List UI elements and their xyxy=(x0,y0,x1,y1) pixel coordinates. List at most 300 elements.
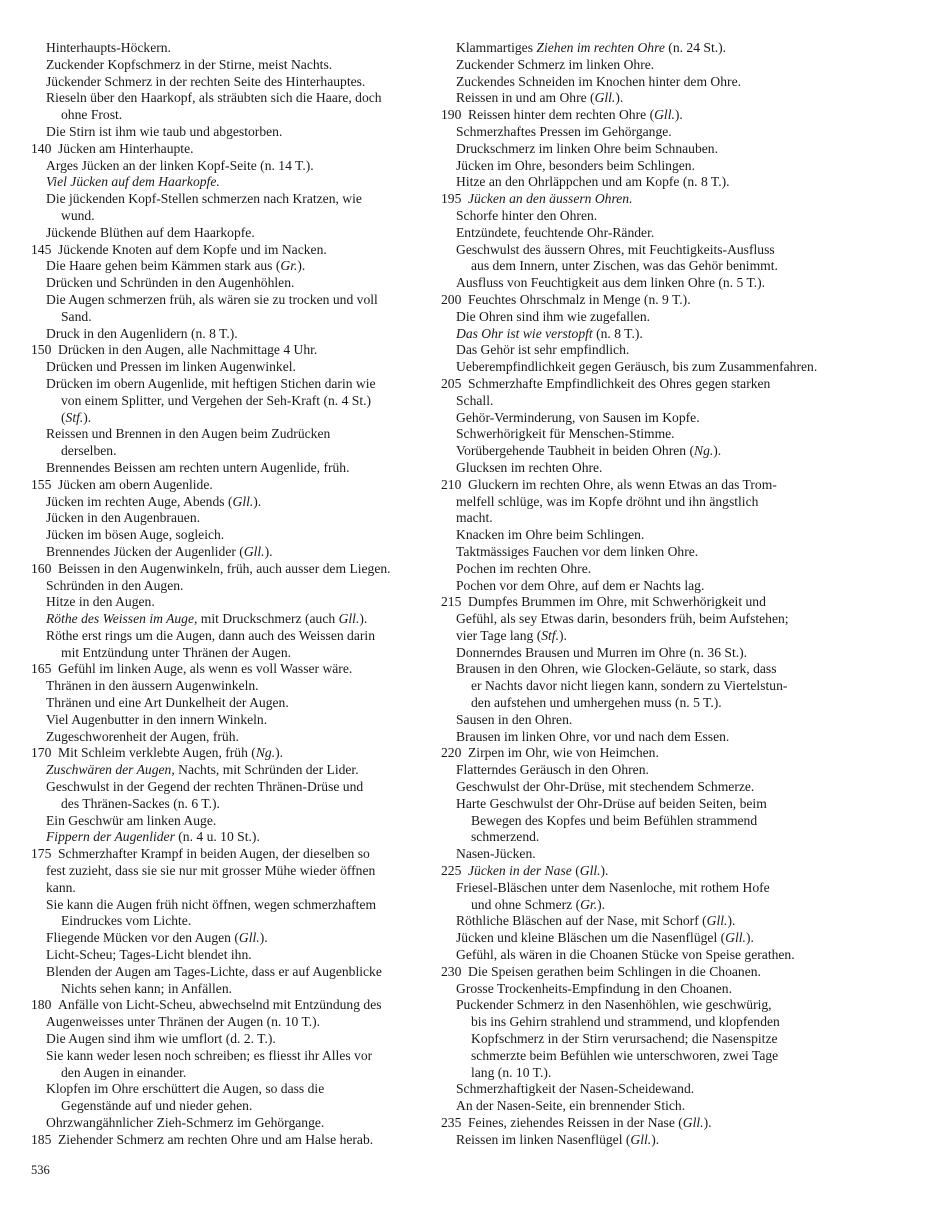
entry-line xyxy=(46,1031,418,1048)
text-run: Ohrzwangähnlicher Zieh-Schmerz im Gehörgange. xyxy=(46,1115,325,1130)
entry-line xyxy=(456,460,827,477)
entry-line xyxy=(456,57,827,74)
entry-line xyxy=(456,158,827,175)
text-run: Röthe erst rings um die Augen, dann auch des Weissen darin xyxy=(46,627,375,643)
symptom-entry xyxy=(31,1115,418,1132)
text-run: , Nachts, mit Schründen der Lider. xyxy=(171,762,359,778)
text-run: Flatterndes Geräusch in den Ohren. xyxy=(456,762,649,778)
entry-line xyxy=(441,628,827,645)
text-run: Das Gehör ist sehr empfindlich. xyxy=(456,342,630,358)
entry-line xyxy=(456,40,827,57)
text-run: ). xyxy=(674,107,683,123)
italic-text: Gll. xyxy=(682,1115,704,1130)
text-run: Vorübergehende Taubheit in beiden Ohren ( xyxy=(456,443,695,459)
symptom-entry xyxy=(31,494,418,511)
text-run: Rieseln über den Haarkopf, als sträubten sich die Haare, doch xyxy=(46,90,382,106)
entry-line xyxy=(46,1098,418,1115)
entry-line xyxy=(46,913,418,930)
text-run: schmerzend. xyxy=(471,829,540,845)
entry-line xyxy=(456,762,827,779)
symptom-entry xyxy=(441,191,827,208)
symptom-entry xyxy=(441,292,827,309)
italic-text: Gll. xyxy=(630,1131,652,1147)
entry-line xyxy=(31,1014,418,1031)
text-run: Zuckender Schmerz im linken Ohre. xyxy=(456,56,655,72)
entry-line xyxy=(46,225,418,242)
text-run: Drücken und Pressen im linken Augenwinkel. xyxy=(46,359,296,375)
symptom-entry xyxy=(31,158,418,175)
text-run: Hitze in den Augen. xyxy=(46,594,155,610)
entry-line xyxy=(456,1098,827,1115)
symptom-entry xyxy=(31,897,418,931)
entry-line xyxy=(456,544,827,561)
symptom-entry xyxy=(441,947,827,964)
symptom-entry xyxy=(31,745,418,762)
entry-line xyxy=(456,661,827,678)
entry-line xyxy=(46,829,418,846)
symptom-entry xyxy=(31,779,418,813)
entry-line xyxy=(46,779,418,796)
entry-line xyxy=(441,611,827,628)
entry-line xyxy=(46,359,418,376)
entry-line xyxy=(46,1048,418,1065)
entry-line xyxy=(31,880,418,897)
entry-line xyxy=(46,107,418,124)
symptom-entry xyxy=(441,846,827,863)
text-run: ). xyxy=(359,611,368,627)
italic-text: Zuschwären der Augen xyxy=(46,762,172,778)
symptom-entry xyxy=(31,326,418,343)
entry-line xyxy=(46,208,418,225)
entry-line xyxy=(456,897,827,914)
symptom-entry xyxy=(441,477,827,527)
text-run: Schmerzhafte Empfindlichkeit des Ohres gegen starken xyxy=(468,375,771,391)
text-run: Die Augen schmerzen früh, als wären sie zu trocken und voll xyxy=(46,291,378,307)
entry-line xyxy=(441,964,827,981)
text-run: Ziehender Schmerz am rechten Ohre und am Halse herab. xyxy=(58,1131,374,1147)
text-run: Thränen in den äussern Augenwinkeln. xyxy=(46,678,259,694)
text-run: Ausfluss von Feuchtigkeit aus dem linken Ohre (n. 5 T.). xyxy=(456,275,766,291)
entry-line xyxy=(46,981,418,998)
entry-line xyxy=(31,997,418,1014)
text-run: Schall. xyxy=(456,392,494,408)
entry-number: 145 xyxy=(31,241,52,257)
entry-line xyxy=(46,1115,418,1132)
left-column xyxy=(31,40,418,1149)
page-number: 536 xyxy=(31,1163,50,1177)
text-run: Donnerndes Brausen und Murren im Ohre (n. 36 St.). xyxy=(456,644,748,660)
symptom-entry xyxy=(31,964,418,998)
text-run: wund. xyxy=(61,207,95,223)
entry-line xyxy=(456,141,827,158)
entry-line xyxy=(46,611,418,628)
text-run: ). xyxy=(727,913,736,929)
text-run: Jückende Blüthen auf dem Haarkopfe. xyxy=(46,224,255,240)
italic-text: Gr. xyxy=(580,896,598,912)
symptom-entry xyxy=(31,141,418,158)
text-run: ( xyxy=(61,409,66,425)
symptom-entry xyxy=(441,745,827,762)
text-run: Geschwulst der Ohr-Drüse, mit stechendem Schmerze. xyxy=(456,779,755,795)
text-run: Jücken und kleine Bläschen um die Nasenflügel ( xyxy=(456,930,726,946)
entry-line xyxy=(456,1031,827,1048)
text-run: Jücken im rechten Auge, Abends ( xyxy=(46,493,233,509)
text-run: Jücken in den Augenbrauen. xyxy=(46,510,201,526)
text-run: Gegenstände auf und nieder gehen. xyxy=(61,1098,253,1114)
symptom-entry xyxy=(31,477,418,494)
entry-line xyxy=(456,729,827,746)
symptom-entry xyxy=(31,275,418,292)
text-run: ). xyxy=(745,930,754,946)
text-run: Druck in den Augenlidern (n. 8 T.). xyxy=(46,325,238,341)
symptom-entry xyxy=(441,1098,827,1115)
entry-line xyxy=(46,258,418,275)
entry-line xyxy=(46,695,418,712)
text-run: Gehör-Verminderung, von Sausen im Kopfe. xyxy=(456,409,700,425)
text-run: Druckschmerz im linken Ohre beim Schnauben. xyxy=(456,140,718,156)
entry-line xyxy=(46,309,418,326)
text-run: Anfälle von Licht-Scheu, abwechselnd mit Entzündung des xyxy=(58,997,382,1013)
entry-line xyxy=(46,964,418,981)
text-run: Reissen und Brennen in den Augen beim Zudrücken xyxy=(46,426,331,442)
italic-text: Gll. xyxy=(232,493,254,509)
entry-line xyxy=(31,1132,418,1149)
text-run: Jücken am Hinterhaupte. xyxy=(58,140,194,156)
text-run: vier Tage lang ( xyxy=(456,627,542,643)
entry-line xyxy=(456,342,827,359)
text-run: Zuckender Kopfschmerz in der Stirne, meist Nachts. xyxy=(46,56,333,72)
italic-text: Jücken in der Nase xyxy=(468,863,572,879)
entry-line xyxy=(456,779,827,796)
text-run: ). xyxy=(703,1115,712,1130)
text-run: Feines, ziehendes Reissen in der Nase ( xyxy=(468,1115,683,1130)
text-run: ). xyxy=(600,863,609,879)
text-run: Dumpfes Brummen im Ohre, mit Schwerhörigkeit und xyxy=(468,594,766,610)
text-run: Mit Schleim verklebte Augen, früh ( xyxy=(58,745,256,761)
symptom-entry xyxy=(441,729,827,746)
entry-line xyxy=(456,1132,827,1149)
text-run: ). xyxy=(615,90,624,106)
text-run: Klammartiges xyxy=(456,40,537,55)
text-run: Puckender Schmerz in den Nasenhöhlen, wie geschwürig, xyxy=(456,997,772,1013)
italic-text: Viel Jücken auf dem Haarkopfe. xyxy=(46,174,220,190)
text-run: Viel Augenbutter in den innern Winkeln. xyxy=(46,711,268,727)
symptom-entry xyxy=(441,561,827,578)
entry-line xyxy=(46,494,418,511)
text-run: ( xyxy=(571,863,580,879)
italic-text: Gll. xyxy=(706,913,728,929)
italic-text: Stf. xyxy=(541,627,559,643)
text-run: Eindruckes vom Lichte. xyxy=(61,913,192,929)
entry-line xyxy=(31,141,418,158)
symptom-entry xyxy=(441,645,827,662)
entry-line xyxy=(46,796,418,813)
text-run: Reissen in und am Ohre ( xyxy=(456,90,595,106)
entry-line xyxy=(46,712,418,729)
symptom-entry xyxy=(31,527,418,544)
text-run: Schwerhörigkeit für Menschen-Stimme. xyxy=(456,426,675,442)
text-run: aus dem Innern, unter Zischen, was das Gehör benimmt. xyxy=(471,258,778,274)
symptom-entry xyxy=(31,813,418,830)
text-run: Die Augen sind ihm wie umflort (d. 2. T.). xyxy=(46,1031,276,1047)
symptom-entry xyxy=(31,57,418,74)
symptom-entry xyxy=(31,124,418,141)
italic-text: Gll. xyxy=(579,863,601,879)
text-run: Grosse Trockenheits-Empfindung in den Choanen. xyxy=(456,980,732,996)
symptom-entry xyxy=(31,74,418,91)
text-run: den aufstehen und umhergehen muss (n. 5 T.). xyxy=(471,695,722,711)
entry-line xyxy=(46,443,418,460)
text-run: Nasen-Jücken. xyxy=(456,846,536,862)
entry-line xyxy=(456,443,827,460)
italic-text: Jücken an den äussern Ohren. xyxy=(468,191,633,207)
symptom-entry xyxy=(31,1081,418,1115)
symptom-entry xyxy=(441,141,827,158)
symptom-entry xyxy=(441,208,827,225)
symptom-entry xyxy=(31,460,418,477)
entry-line xyxy=(441,191,827,208)
entry-line xyxy=(456,275,827,292)
text-run: Harte Geschwulst der Ohr-Drüse auf beiden Seiten, beim xyxy=(456,795,767,811)
symptom-entry xyxy=(31,930,418,947)
entry-line xyxy=(46,410,418,427)
symptom-entry xyxy=(31,242,418,259)
symptom-entry xyxy=(31,947,418,964)
symptom-entry xyxy=(31,661,418,678)
text-run: Reissen hinter dem rechten Ohre ( xyxy=(468,107,655,123)
entry-number: 160 xyxy=(31,560,52,576)
symptom-entry xyxy=(31,1132,418,1149)
entry-line xyxy=(456,410,827,427)
symptom-entry xyxy=(441,174,827,191)
symptom-entry xyxy=(441,275,827,292)
text-run: (n. 8 T.). xyxy=(592,325,643,341)
entry-line xyxy=(441,376,827,393)
entry-line xyxy=(456,930,827,947)
text-run: Taktmässiges Fauchen vor dem linken Ohre. xyxy=(456,543,699,559)
symptom-entry xyxy=(31,628,418,662)
entry-line xyxy=(46,460,418,477)
text-run: Gefühl, als sey Etwas darin, besonders früh, beim Aufstehen; xyxy=(456,611,789,627)
entry-number: 180 xyxy=(31,997,52,1013)
text-run: (n. 4 u. 10 St.). xyxy=(174,829,260,845)
entry-line xyxy=(456,796,827,813)
symptom-entry xyxy=(441,460,827,477)
text-run: Friesel-Bläschen unter dem Nasenloche, mit rothem Hofe xyxy=(456,879,770,895)
entry-line xyxy=(456,225,827,242)
entry-line xyxy=(456,645,827,662)
entry-line xyxy=(441,393,827,410)
symptom-entry xyxy=(31,510,418,527)
entry-line xyxy=(456,561,827,578)
entry-line xyxy=(46,544,418,561)
text-run: bis ins Gehirn strahlend und strammend, und klopfenden xyxy=(471,1014,780,1030)
entry-line xyxy=(46,594,418,611)
italic-text: Gr. xyxy=(280,258,298,274)
symptom-entry xyxy=(441,1115,827,1132)
text-run: Sie kann weder lesen noch schreiben; es fliesst ihr Alles vor xyxy=(46,1047,373,1063)
entry-line xyxy=(456,913,827,930)
entry-number: 185 xyxy=(31,1131,52,1147)
text-run: Licht-Scheu; Tages-Licht blendet ihn. xyxy=(46,947,252,963)
entry-line xyxy=(46,158,418,175)
italic-text: Gll. xyxy=(338,611,360,627)
symptom-entry xyxy=(31,544,418,561)
symptom-entry xyxy=(441,981,827,998)
symptom-entry xyxy=(31,695,418,712)
entry-number: 155 xyxy=(31,476,52,492)
entry-line xyxy=(46,729,418,746)
text-run: Jückender Schmerz in der rechten Seite des Hinterhauptes. xyxy=(46,73,366,89)
text-run: Die jückenden Kopf-Stellen schmerzen nach Kratzen, wie xyxy=(46,191,362,207)
entry-line xyxy=(46,1065,418,1082)
symptom-entry xyxy=(31,611,418,628)
entry-line xyxy=(46,292,418,309)
text-run: Nichts sehen kann; in Anfällen. xyxy=(61,980,233,996)
entry-line xyxy=(31,342,418,359)
text-run: ). xyxy=(558,627,567,643)
text-run: Gefühl, als wären in die Choanen Stücke von Speise gerathen. xyxy=(456,947,795,963)
symptom-entry xyxy=(441,242,827,276)
text-run: den Augen in einander. xyxy=(61,1064,187,1080)
entry-line xyxy=(46,897,418,914)
entry-line xyxy=(46,275,418,292)
text-run: Entzündete, feuchtende Ohr-Ränder. xyxy=(456,224,655,240)
italic-text: Gll. xyxy=(243,543,265,559)
italic-text: Ziehen im rechten Ohre xyxy=(536,40,665,55)
symptom-entry xyxy=(31,426,418,460)
text-run: Röthliche Bläschen auf der Nase, mit Schorf ( xyxy=(456,913,707,929)
entry-line xyxy=(456,947,827,964)
entry-line xyxy=(46,527,418,544)
text-run: des Thränen-Sackes (n. 6 T.). xyxy=(61,795,220,811)
text-run: Blenden der Augen am Tages-Lichte, dass er auf Augenblicke xyxy=(46,963,382,979)
symptom-entry xyxy=(31,174,418,191)
text-run: Hinterhaupts-Höckern. xyxy=(46,40,171,55)
italic-text: Ng. xyxy=(255,745,276,761)
entry-line xyxy=(31,477,418,494)
entry-line xyxy=(456,678,827,695)
entry-number: 235 xyxy=(441,1115,462,1130)
symptom-entry xyxy=(441,762,827,779)
text-run: ). xyxy=(264,543,273,559)
symptom-entry xyxy=(31,359,418,376)
text-run: ). xyxy=(297,258,306,274)
text-run: lang (n. 10 T.). xyxy=(471,1064,552,1080)
entry-line xyxy=(456,813,827,830)
symptom-entry xyxy=(441,74,827,91)
symptom-entry xyxy=(441,964,827,981)
symptom-entry xyxy=(441,997,827,1081)
entry-number: 215 xyxy=(441,594,462,610)
symptom-entry xyxy=(31,258,418,275)
entry-line xyxy=(456,124,827,141)
entry-line xyxy=(46,578,418,595)
symptom-entry xyxy=(31,225,418,242)
symptom-entry xyxy=(31,561,418,578)
symptom-entry xyxy=(441,1081,827,1098)
text-run: Sie kann die Augen früh nicht öffnen, wegen schmerzhaftem xyxy=(46,896,377,912)
text-run: ). xyxy=(253,493,262,509)
symptom-entry xyxy=(441,1132,827,1149)
text-run: ). xyxy=(651,1131,660,1147)
text-run: Jücken im Ohre, besonders beim Schlingen. xyxy=(456,157,695,173)
text-run: Feuchtes Ohrschmalz in Menge (n. 9 T.). xyxy=(468,291,691,307)
text-run: mit Entzündung unter Thränen der Augen. xyxy=(61,644,292,660)
entry-number: 225 xyxy=(441,863,462,879)
text-run: Hitze an den Ohrläppchen und am Kopfe (n. 8 T.). xyxy=(456,174,730,190)
symptom-entry xyxy=(31,90,418,124)
entry-line xyxy=(31,863,418,880)
italic-text: Fippern der Augenlider xyxy=(46,829,175,845)
symptom-entry xyxy=(31,829,418,846)
entry-number: 140 xyxy=(31,140,52,156)
entry-line xyxy=(441,863,827,880)
entry-line xyxy=(441,107,827,124)
symptom-entry xyxy=(441,796,827,846)
entry-line xyxy=(46,426,418,443)
entry-number: 220 xyxy=(441,745,462,761)
italic-text: Röthe des Weissen im Auge xyxy=(46,611,194,627)
text-run: Brennendes Beissen am rechten untern Augenlide, früh. xyxy=(46,459,350,475)
entry-line xyxy=(46,1081,418,1098)
text-run: ). xyxy=(259,930,268,946)
entry-line xyxy=(456,309,827,326)
italic-text: Ng. xyxy=(694,443,714,459)
entry-line xyxy=(456,174,827,191)
entry-line xyxy=(456,74,827,91)
symptom-entry xyxy=(441,913,827,930)
symptom-entry xyxy=(31,997,418,1031)
entry-line xyxy=(46,376,418,393)
entry-number: 190 xyxy=(441,107,462,123)
entry-line xyxy=(441,745,827,762)
text-run: Die Speisen gerathen beim Schlingen in die Choanen. xyxy=(468,963,761,979)
symptom-entry xyxy=(31,846,418,896)
symptom-entry xyxy=(441,527,827,544)
symptom-entry xyxy=(441,578,827,595)
entry-number: 230 xyxy=(441,963,462,979)
text-run: Jücken im bösen Auge, sogleich. xyxy=(46,527,225,543)
italic-text: Gll. xyxy=(654,107,675,123)
text-run: Arges Jücken an der linken Kopf-Seite (n. 14 T.). xyxy=(46,157,314,173)
text-run: Thränen und eine Art Dunkelheit der Augen. xyxy=(46,695,289,711)
entry-line xyxy=(456,1065,827,1082)
text-run: ). xyxy=(83,409,92,425)
entry-line xyxy=(31,242,418,259)
entry-line xyxy=(46,678,418,695)
text-run: er Nachts davor nicht liegen kann, sondern zu Viertelstun- xyxy=(471,678,788,694)
entry-line xyxy=(456,1081,827,1098)
text-run: Sand. xyxy=(61,308,92,324)
text-run: melfell schlüge, was im Kopfe dröhnt und ihn ängstlich xyxy=(456,493,759,509)
entry-line xyxy=(46,124,418,141)
entry-line xyxy=(456,90,827,107)
symptom-entry xyxy=(441,376,827,410)
text-run: Pochen im rechten Ohre. xyxy=(456,560,592,576)
symptom-entry xyxy=(441,342,827,359)
text-run: ohne Frost. xyxy=(61,107,123,123)
text-run: Die Stirn ist ihm wie taub und abgestorben. xyxy=(46,123,283,139)
text-run: Augenweisses unter Thränen der Augen (n. 10 T.). xyxy=(46,1014,321,1030)
entry-line xyxy=(441,494,827,511)
symptom-entry xyxy=(441,544,827,561)
text-run: ). xyxy=(275,745,284,761)
entry-line xyxy=(456,695,827,712)
entry-line xyxy=(456,326,827,343)
text-run: Glucksen im rechten Ohre. xyxy=(456,459,603,475)
text-run: Schmerzhafter Krampf in beiden Augen, der dieselben so xyxy=(58,846,370,862)
